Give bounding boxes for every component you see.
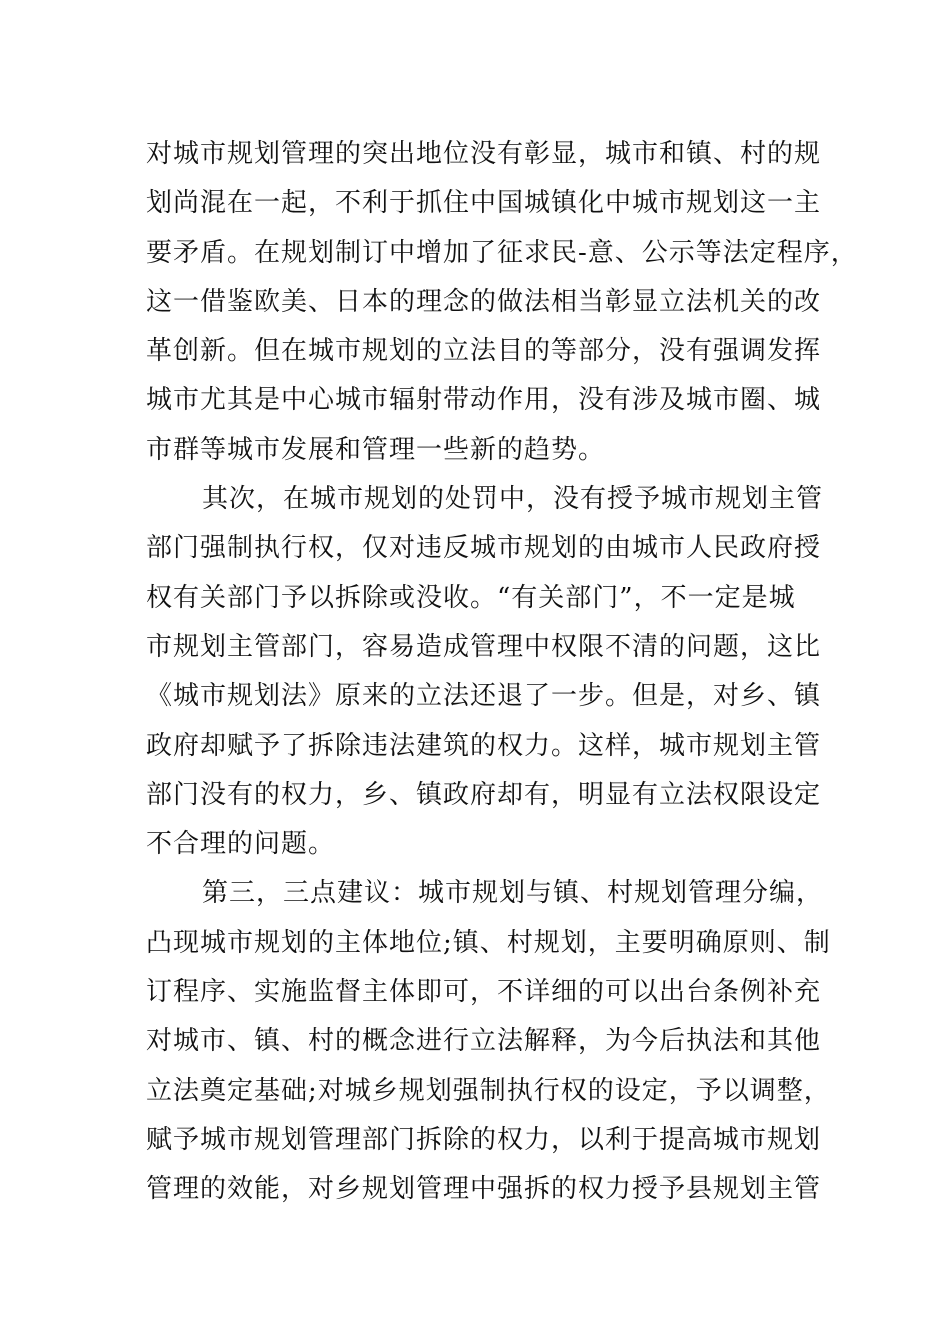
text-line: 要矛盾。在规划制订中增加了征求民-意、公示等法定程序， <box>146 237 858 268</box>
text-line: 第三，三点建议：城市规划与镇、村规划管理分编， <box>202 878 824 909</box>
text-line: 《城市规划法》原来的立法还退了一步。但是，对乡、镇 <box>146 681 822 712</box>
text-line: 凸现城市规划的主体地位;镇、村规划，主要明确原则、制 <box>146 927 831 958</box>
text-line: 划尚混在一起，不利于抓住中国城镇化中城市规划这一主 <box>146 188 822 219</box>
text-line: 政府却赋予了拆除违法建筑的权力。这样，城市规划主管 <box>146 730 822 761</box>
text-line: 这一借鉴欧美、日本的理念的做法相当彰显立法机关的改 <box>146 286 822 317</box>
text-line: 其次，在城市规划的处罚中，没有授予城市规划主管 <box>202 484 824 515</box>
text-line: 立法奠定基础;对城乡规划强制执行权的设定，予以调整， <box>146 1075 831 1106</box>
paragraph-1 <box>146 130 858 475</box>
paragraph-3 <box>146 869 831 1214</box>
text-line: 市规划主管部门，容易造成管理中权限不清的问题，这比 <box>146 631 822 662</box>
document-body <box>146 130 858 1215</box>
text-line: 部门强制执行权，仅对违反城市规划的由城市人民政府授 <box>146 533 822 564</box>
text-line: 不合理的问题。 <box>146 829 336 860</box>
text-line: 权有关部门予以拆除或没收。“有关部门”，不一定是城 <box>146 582 796 613</box>
text-line: 管理的效能，对乡规划管理中强拆的权力授予县规划主管 <box>146 1174 822 1205</box>
text-line: 对城市、镇、村的概念进行立法解释，为今后执法和其他 <box>146 1026 822 1057</box>
text-line: 赋予城市规划管理部门拆除的权力，以利于提高城市规划 <box>146 1124 822 1155</box>
text-line: 部门没有的权力，乡、镇政府却有，明显有立法权限设定 <box>146 779 822 810</box>
text-line: 订程序、实施监督主体即可，不详细的可以出台条例补充 <box>146 977 822 1008</box>
text-line: 革创新。但在城市规划的立法目的等部分，没有强调发挥 <box>146 336 822 367</box>
text-line: 对城市规划管理的突出地位没有彰显，城市和镇、村的规 <box>146 139 822 169</box>
paragraph-2 <box>146 475 824 869</box>
text-line: 城市尤其是中心城市辐射带动作用，没有涉及城市圈、城 <box>146 385 822 416</box>
text-line: 市群等城市发展和管理一些新的趋势。 <box>146 434 606 465</box>
